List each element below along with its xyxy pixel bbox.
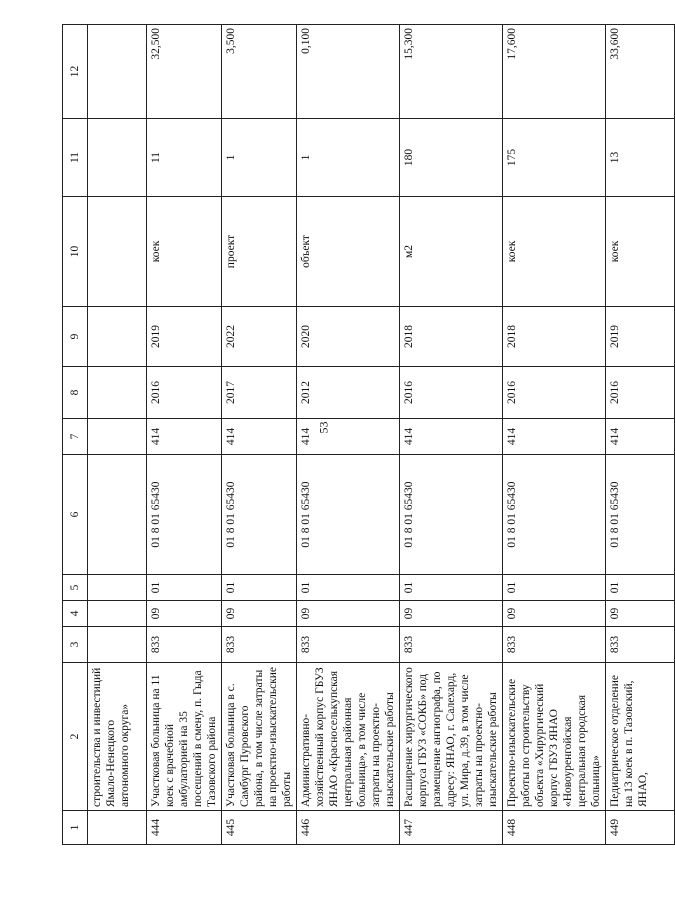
cell-c8: 2016 [400,367,503,419]
cell-c8: 2016 [606,367,675,419]
cell-num: 449 [606,811,675,845]
cell-c12: 3,500 [222,25,297,119]
table-row [222,25,297,845]
col-header: 9 [63,307,88,367]
cell-c11: 1 [297,119,400,197]
cell-c6: 01 8 01 65430 [606,455,675,575]
col-header: 5 [63,575,88,601]
cell-name: Расширение хирургического корпуса ГБУЗ «СОКБ» под размещение ангиографа, по адресу: ЯНАО, г. Салехард, ул. Мира, д.39, в том числе затраты на проектно-изыскательские работы [400,663,503,811]
cell-c5: 01 [297,575,400,601]
cell-c10: коек [503,197,606,307]
cell-c12: 15,300 [400,25,503,119]
cell-c10: объект [297,197,400,307]
cell-c3: 833 [503,627,606,663]
cell-c12: 32,500 [147,25,222,119]
cell-name: строительства и инвестиций Ямало-Ненецкого автономного округа» [88,663,147,811]
cell-c10: коек [606,197,675,307]
cell-c12: 33,600 [606,25,675,119]
cell-c12: 17,600 [503,25,606,119]
table-row [606,25,675,845]
cell-name: Участковая больница в с. Самбург Пуровского района, в том числе затраты на проектно-изыскательские работы [222,663,297,811]
cell-c8: 2016 [147,367,222,419]
table-row [503,25,606,845]
cell-num: 444 [147,811,222,845]
cell-c7: 414 [606,419,675,455]
col-header: 2 [63,663,88,811]
col-header: 3 [63,627,88,663]
cell-c7: 414 [222,419,297,455]
table-row [297,25,400,845]
cell-c6: 01 8 01 65430 [222,455,297,575]
cell-c5: 01 [147,575,222,601]
cell-c7: 414 [147,419,222,455]
col-header: 8 [63,367,88,419]
continuation-row [88,25,147,845]
col-header: 12 [63,25,88,119]
cell-c5: 01 [503,575,606,601]
cell-c8: 2017 [222,367,297,419]
cell-c12: 0,100 [297,25,400,119]
col-header: 7 [63,419,88,455]
cell-c9: 2018 [503,307,606,367]
cell-c3: 833 [297,627,400,663]
cell-c9: 2020 [297,307,400,367]
cell-c7: 414 [400,419,503,455]
cell-c9: 2019 [606,307,675,367]
cell-name: Участковая больница на 11 коек с врачебной амбулаторией на 35 посещений в смену, п. Гыда Тазовского района [147,663,222,811]
cell-c9: 2018 [400,307,503,367]
cell-c4: 09 [147,601,222,627]
cell-num: 445 [222,811,297,845]
header-row [63,25,88,845]
cell-c6: 01 8 01 65430 [503,455,606,575]
cell-c4: 09 [503,601,606,627]
cell-c8: 2012 [297,367,400,419]
cell-c3: 833 [222,627,297,663]
cell-c9: 2019 [147,307,222,367]
rotated-page [62,25,649,845]
cell-c7: 414 [503,419,606,455]
cell-c6: 01 8 01 65430 [147,455,222,575]
col-header: 1 [63,811,88,845]
cell-c11: 1 [222,119,297,197]
cell-c4: 09 [297,601,400,627]
cell-c5: 01 [400,575,503,601]
cell-num: 447 [400,811,503,845]
col-header: 10 [63,197,88,307]
cell-c5: 01 [222,575,297,601]
cell-c11: 11 [147,119,222,197]
col-header: 4 [63,601,88,627]
cell-c4: 09 [400,601,503,627]
cell-num [88,811,147,845]
table-row [400,25,503,845]
cell-c4: 09 [606,601,675,627]
cell-name: Административно-хозяйственный корпус ГБУЗ ЯНАО «Красноселькупская центральная районная больница», в том числе затраты на проектно-изыскательские работы [297,663,400,811]
cell-c3: 833 [400,627,503,663]
cell-c7: 414 [297,419,400,455]
cell-c4: 09 [222,601,297,627]
col-header: 6 [63,455,88,575]
page-number: 53 [316,421,331,434]
cell-c11: 175 [503,119,606,197]
cell-c11: 180 [400,119,503,197]
cell-name: Проектно-изыскательские работы по строительству объекта «Хирургический корпус ГБУЗ ЯНАО «Новоуренгойская центральная городская больница» [503,663,606,811]
cell-c5: 01 [606,575,675,601]
cell-c9: 2022 [222,307,297,367]
cell-num: 448 [503,811,606,845]
cell-c6: 01 8 01 65430 [400,455,503,575]
cell-c6: 01 8 01 65430 [297,455,400,575]
col-header: 11 [63,119,88,197]
cell-c10: проект [222,197,297,307]
budget-table [62,24,675,845]
cell-name: Педиатрическое отделение на 13 коек в п. Тазовский, ЯНАО, [606,663,675,811]
cell-num: 446 [297,811,400,845]
table-row [147,25,222,845]
cell-c10: м2 [400,197,503,307]
cell-c3: 833 [606,627,675,663]
cell-c8: 2016 [503,367,606,419]
cell-c3: 833 [147,627,222,663]
cell-c11: 13 [606,119,675,197]
cell-c10: коек [147,197,222,307]
